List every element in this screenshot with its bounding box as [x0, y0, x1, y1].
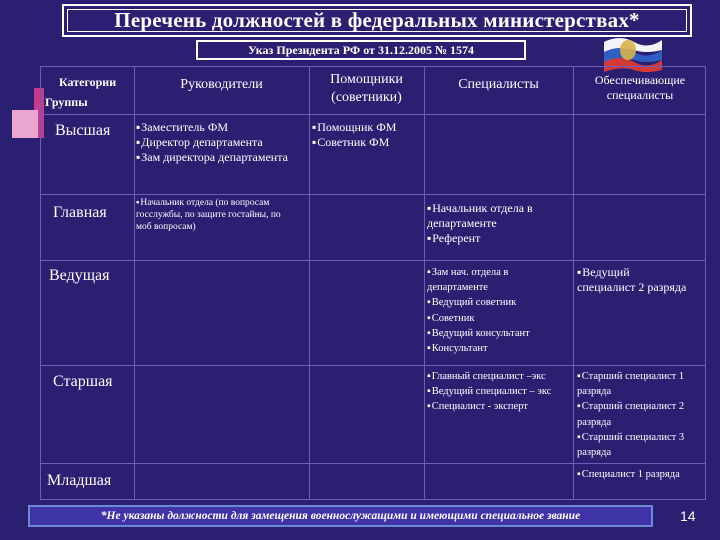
- col-divider: [309, 67, 310, 499]
- list-item: ▪ Главный специалист –экс: [427, 369, 569, 384]
- header-leaders: Руководители: [180, 77, 263, 92]
- row-divider: [41, 365, 705, 366]
- support-cell: [577, 369, 705, 460]
- list-item: ▪ Референт: [427, 231, 569, 246]
- list-item: ▪ Ведущий специалист – экс: [427, 384, 569, 399]
- slide-subtitle: Указ Президента РФ от 31.12.2005 № 1574: [247, 42, 475, 57]
- list-item: ▪ Директор департамента: [136, 135, 306, 150]
- footnote: [28, 505, 653, 527]
- specialists-cell: [427, 201, 569, 246]
- group-label: Высшая: [55, 122, 111, 139]
- specialists-cell: [427, 265, 569, 356]
- specialists-cell: [427, 369, 569, 415]
- list-item: ▪ Ведущий специалист 2 разряда: [577, 265, 687, 295]
- header-assistants: Помощники (советники): [330, 72, 403, 105]
- support-cell: [577, 467, 687, 482]
- list-item: ▪ Зам нач. отдела в департаменте: [427, 265, 569, 295]
- header-support: Обеспечивающие специалисты: [594, 73, 686, 102]
- row-divider: [41, 194, 705, 195]
- list-item: ▪ Старший специалист 1 разряда: [577, 369, 705, 399]
- list-item: ▪ Советник: [427, 311, 569, 326]
- list-item: ▪ Старший специалист 2 разряда: [577, 399, 705, 429]
- header-groups: Группы: [45, 95, 88, 109]
- assistants-cell: [312, 120, 420, 150]
- list-item: ▪ Начальник отдела (по вопросам госслужбы, по защите гостайны, по моб вопросам): [136, 198, 286, 234]
- list-item: ▪ Заместитель ФМ: [136, 120, 306, 135]
- group-label: Старшая: [53, 373, 113, 390]
- title-frame-inner: [67, 9, 687, 32]
- slide-title: Перечень должностей в федеральных министерствах*: [114, 8, 640, 32]
- decor-square: [12, 110, 38, 138]
- leaders-cell: [136, 120, 306, 165]
- group-label: Младшая: [47, 472, 112, 489]
- group-label: Ведущая: [49, 267, 110, 284]
- footnote-text: *Не указаны должности для замещения военнослужащими и имеющими специальное звание: [100, 510, 581, 522]
- col-divider: [134, 67, 135, 499]
- row-divider: [41, 260, 705, 261]
- col-divider: [424, 67, 425, 499]
- list-item: ▪ Консультант: [427, 341, 569, 356]
- list-item: ▪ Начальник отдела в департаменте: [427, 201, 569, 231]
- list-item: ▪ Помощник ФМ: [312, 120, 420, 135]
- list-item: ▪ Ведущий советник: [427, 295, 569, 310]
- list-item: ▪ Ведущий консультант: [427, 326, 569, 341]
- header-categories: Категории: [59, 75, 117, 89]
- support-cell: [577, 265, 687, 295]
- list-item: ▪ Зам директора департамента: [136, 150, 306, 165]
- leaders-cell: [136, 198, 286, 234]
- title-frame: [62, 4, 692, 37]
- list-item: ▪ Советник ФМ: [312, 135, 420, 150]
- subtitle-frame: [196, 40, 526, 60]
- positions-table: [40, 66, 706, 500]
- page-number: 14: [680, 508, 696, 524]
- list-item: ▪ Специалист 1 разряда: [577, 467, 687, 482]
- list-item: ▪ Старший специалист 3 разряда: [577, 430, 705, 460]
- row-divider: [41, 463, 705, 464]
- list-item: ▪ Специалист - эксперт: [427, 399, 569, 414]
- row-divider: [41, 114, 705, 115]
- header-specialists: Специалисты: [458, 77, 539, 92]
- group-label: Главная: [53, 204, 107, 221]
- col-divider: [573, 67, 574, 499]
